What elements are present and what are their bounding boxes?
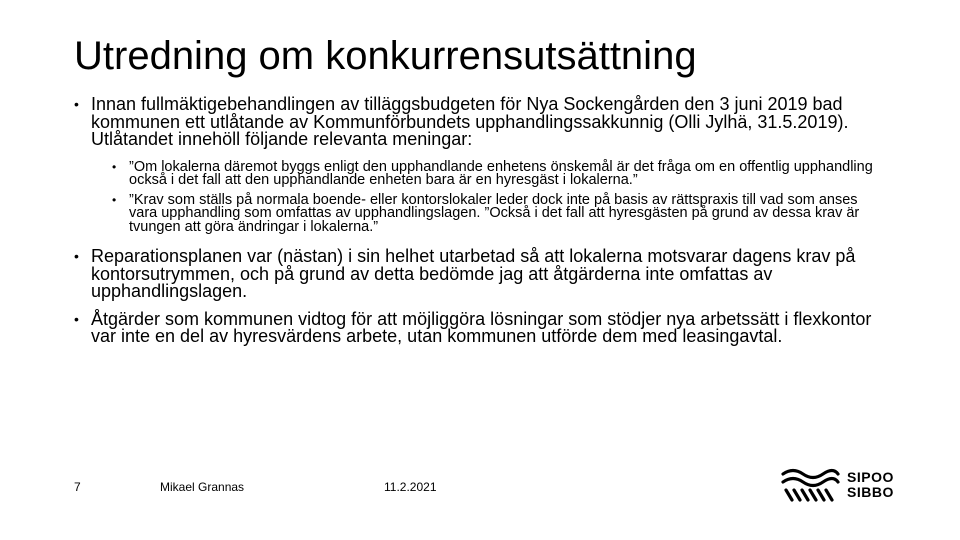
sub-bullet-dot: • <box>112 192 117 207</box>
bullet-dot: • <box>74 310 79 327</box>
sub-bullet-1-text: ”Om lokalerna däremot byggs enligt den upphandlande enhetens önskemål är det fråga om en offentlig upphandling också i det fall att den upphandlande enheten bara är en hyresgäst i lokalerna.” <box>129 158 873 188</box>
bullet-1 <box>74 96 884 149</box>
slide-content <box>74 96 884 346</box>
bullet-1-text: Innan fullmäktigebehandlingen av tilläggsbudgeten för Nya Sockengården den 3 juni 2019 bad kommunen ett utlåtande av Kommunförbundets upphandlingssakkunnig (Olli Jylhä, 31.5.2019). Utlåtandet innehöll följande relevanta meningar: <box>91 94 849 149</box>
footer-date: 11.2.2021 <box>384 480 437 494</box>
sub-bullet-dot: • <box>112 159 117 174</box>
bullet-3 <box>74 308 884 346</box>
bullet-dot: • <box>74 96 79 112</box>
logo-line-2: SIBBO <box>847 484 894 500</box>
bullet-2 <box>74 248 884 301</box>
sub-bullet-1 <box>74 158 884 188</box>
bullet-dot: • <box>74 248 79 264</box>
bullet-3-text: Åtgärder som kommunen vidtog för att möjliggöra lösningar som stödjer nya arbetssätt i flexkontor var inte en del av hyresvärdens arbete, utan kommunen utförde dem med leasingavtal. <box>91 308 872 346</box>
sub-bullet-2-text: ”Krav som ställs på normala boende- eller kontorslokaler leder dock inte på basis av rättspraxis till vad som anses vara upphandling som omfattas av upphandlingslagen. ”Också i det fall att hyresgästen på grund av dessa krav är tvungen att göra ändringar i lokalerna.” <box>129 191 860 235</box>
slide-title: Utredning om konkurrensutsättning <box>74 34 697 78</box>
page-number: 7 <box>74 480 81 494</box>
footer-author: Mikael Grannas <box>160 480 245 494</box>
logo-line-1: SIPOO <box>847 469 894 485</box>
logo-text <box>847 470 894 500</box>
sub-bullet-2 <box>74 191 884 235</box>
bullet-2-text: Reparationsplanen var (nästan) i sin helhet utarbetad så att lokalerna motsvarar dagens krav på kontorsutrymmen, och på grund av detta bedömde jag att åtgärderna inte omfattas av upphandlingslagen. <box>91 246 856 301</box>
